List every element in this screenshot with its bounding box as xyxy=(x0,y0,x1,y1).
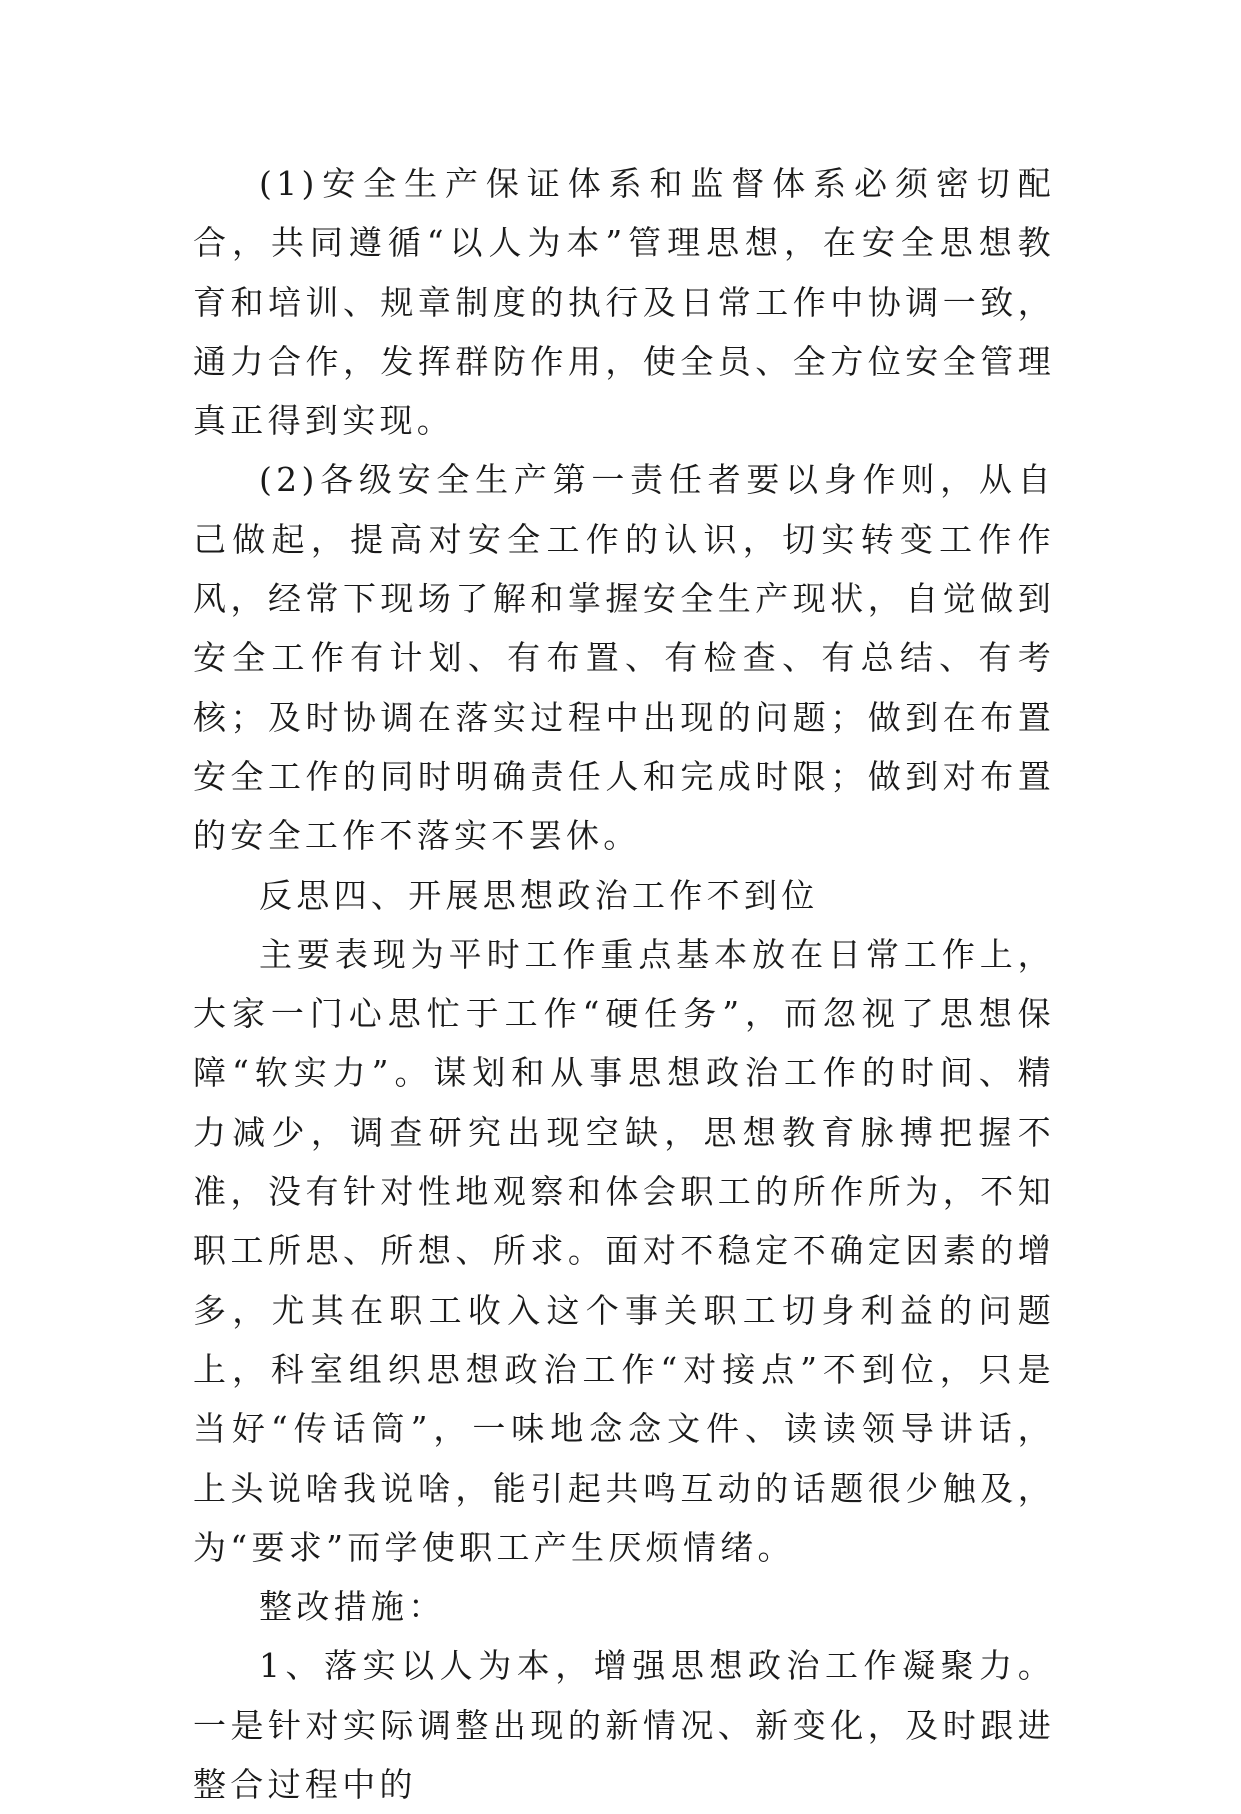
paragraph-measure-one: 1、落实以人为本，增强思想政治工作凝聚力。一是针对实际调整出现的新情况、新变化，及时跟进整合过程中的 xyxy=(193,1646,1055,1805)
paragraph-safety-system-cooperation: (1)安全生产保证体系和监督体系必须密切配合，共同遵循“以人为本”管理思想，在安全思想教育和培训、规章制度的执行及日常工作中协调一致，通力合作，发挥群防作用，使全员、全方位安全管理真正得到实现。 xyxy=(193,164,1055,441)
section-heading-reflection-four: 反思四、开展思想政治工作不到位 xyxy=(259,875,819,915)
section-heading-rectification-measures: 整改措施： xyxy=(259,1587,446,1627)
paragraph-main-manifestations: 主要表现为平时工作重点基本放在日常工作上，大家一门心思忙于工作“硬任务”，而忽视了思想保障“软实力”。谋划和从事思想政治工作的时间、精力减少，调查研究出现空缺，思想教育脉搏把握不准，没有针对性地观察和体会职工的所作所为，不知职工所思、所想、所求。面对不稳定不确定因素的增多，尤其在职工收入这个事关职工切身利益的问题上，科室组织思想政治工作“对接点”不到位，只是当好“传话筒”，一味地念念文件、读读领导讲话，上头说啥我说啥，能引起共鸣互动的话题很少触及，为“要求”而学使职工产生厌烦情绪。 xyxy=(193,934,1055,1567)
paragraph-leader-responsibility: (2)各级安全生产第一责任者要以身作则，从自己做起，提高对安全工作的认识，切实转变工作作风，经常下现场了解和掌握安全生产现状，自觉做到安全工作有计划、有布置、有检查、有总结、有考核；及时协调在落实过程中出现的问题；做到在布置安全工作的同时明确责任人和完成时限；做到对布置的安全工作不落实不罢休。 xyxy=(193,460,1055,856)
document-body xyxy=(193,154,1055,1814)
